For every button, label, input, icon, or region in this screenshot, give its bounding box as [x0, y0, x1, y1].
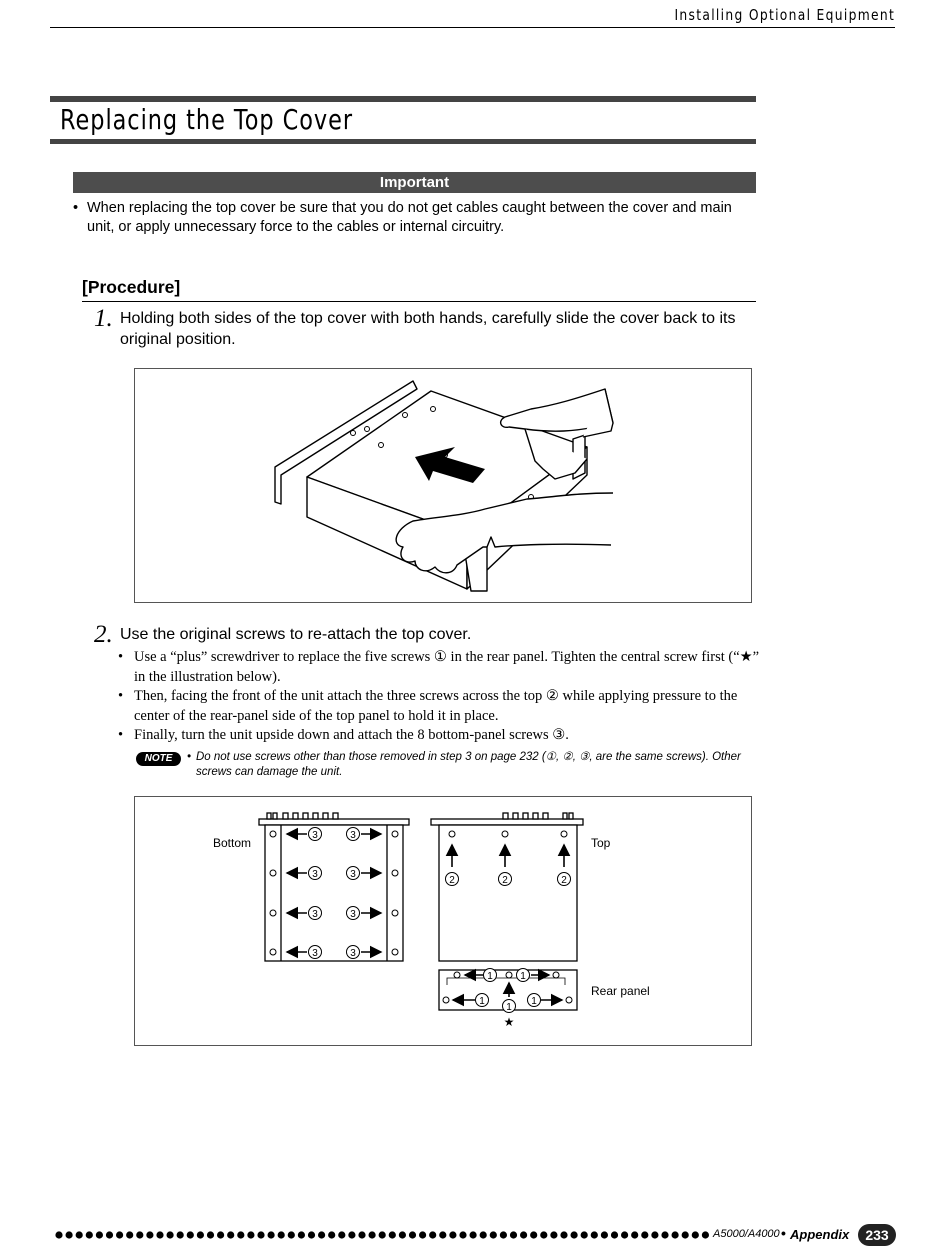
header-rule	[50, 27, 895, 28]
footer-dot	[288, 1231, 295, 1238]
step-number: 1.	[94, 305, 113, 332]
footer-dot	[480, 1231, 487, 1238]
screw-3-label: 3	[350, 830, 356, 841]
list-item-text: Finally, turn the unit upside down and attach the 8 bottom-panel screws ③.	[134, 727, 569, 743]
footer-dot	[328, 1231, 335, 1238]
footer-dot	[76, 1231, 83, 1238]
footer-dot	[490, 1231, 497, 1238]
screw-3-label: 3	[312, 830, 318, 841]
procedure-rule	[82, 301, 756, 302]
footer-dot	[399, 1231, 406, 1238]
step-2	[94, 621, 759, 648]
cover-slide-illustration	[134, 368, 752, 603]
footer-dot	[358, 1231, 365, 1238]
footer-dot	[247, 1231, 254, 1238]
screw-1-label: 1	[520, 971, 526, 982]
screw-3-label: 3	[312, 869, 318, 880]
footer-separator: •	[781, 1225, 786, 1241]
important-heading: Important	[73, 172, 756, 193]
footer-dot	[520, 1231, 527, 1238]
screw-1-label: 1	[487, 971, 493, 982]
footer-dot	[369, 1231, 376, 1238]
screw-1-label: 1	[479, 996, 485, 1007]
list-item-text: Then, facing the front of the unit attach the three screws across the top ② while applying pressure to the center of the rear-panel side of the top panel to hold it in place.	[134, 688, 738, 724]
title-bottom-bar	[50, 139, 756, 144]
list-item	[118, 648, 763, 687]
footer-dot-rule	[55, 1229, 710, 1241]
footer-dot	[66, 1231, 73, 1238]
label-bottom: Bottom	[213, 836, 252, 850]
step-2-bullets	[118, 648, 763, 746]
footer-dot	[702, 1231, 709, 1238]
step-text: Use the original screws to re-attach the top cover.	[120, 626, 472, 643]
procedure-heading: [Procedure]	[82, 277, 181, 297]
screw-1-label: 1	[531, 996, 537, 1007]
footer-dot	[217, 1231, 224, 1238]
footer-dot	[96, 1231, 103, 1238]
footer-dot	[672, 1231, 679, 1238]
screw-3-label: 3	[312, 948, 318, 959]
step-number: 2.	[94, 621, 113, 648]
footer-dot	[429, 1231, 436, 1238]
list-item	[118, 687, 763, 726]
list-item	[118, 726, 763, 746]
running-header: Installing Optional Equipment	[674, 6, 895, 24]
important-bullet	[73, 199, 763, 236]
page-number: 233	[858, 1224, 896, 1246]
cover-slide-drawing	[135, 369, 751, 602]
footer-dot	[126, 1231, 133, 1238]
footer-dot	[409, 1231, 416, 1238]
footer-dot	[470, 1231, 477, 1238]
note-text: Do not use screws other than those removed in step 3 on page 232 (①, ②, ③, are the same screws). Other screws can damage the unit.	[196, 751, 741, 778]
footer-dot	[540, 1231, 547, 1238]
footer-dot	[571, 1231, 578, 1238]
title-top-bar	[50, 96, 756, 102]
footer-dot	[621, 1231, 628, 1238]
footer-section: Appendix	[790, 1227, 850, 1242]
footer-dot	[338, 1231, 345, 1238]
footer-dot	[459, 1231, 466, 1238]
screw-2-label: 2	[561, 875, 567, 886]
footer-dot	[661, 1231, 668, 1238]
screw-1-label: 1	[506, 1002, 512, 1013]
list-item-text: Use a “plus” screwdriver to replace the five screws ① in the rear panel. Tighten the central screw first (“★” in the illustration below).	[134, 649, 760, 685]
footer-dot	[500, 1231, 507, 1238]
bullet-dot: •	[187, 751, 192, 763]
footer-dot	[278, 1231, 285, 1238]
footer-dot	[55, 1231, 62, 1238]
step-text: Holding both sides of the top cover with both hands, carefully slide the cover back to its original position.	[120, 310, 736, 348]
bullet-dot: •	[118, 649, 124, 665]
footer-dot	[510, 1231, 517, 1238]
footer-dot	[550, 1231, 557, 1238]
screw-2-label: 2	[502, 875, 508, 886]
note-badge: NOTE	[136, 752, 181, 766]
screw-3-label: 3	[312, 909, 318, 920]
footer-dot	[308, 1231, 315, 1238]
footer-dot	[449, 1231, 456, 1238]
page-title: Replacing the Top Cover	[60, 103, 354, 136]
label-rear-panel: Rear panel	[591, 984, 650, 998]
footer-dot	[379, 1231, 386, 1238]
footer-model: A5000/A4000	[713, 1228, 780, 1240]
footer-dot	[611, 1231, 618, 1238]
footer-dot	[348, 1231, 355, 1238]
footer-dot	[601, 1231, 608, 1238]
footer-dot	[136, 1231, 143, 1238]
footer-dot	[146, 1231, 153, 1238]
bullet-dot: •	[73, 200, 79, 216]
footer-dot	[560, 1231, 567, 1238]
note-content	[187, 750, 761, 780]
footer-dot	[692, 1231, 699, 1238]
footer-dot	[591, 1231, 598, 1238]
screw-3-label: 3	[350, 909, 356, 920]
footer-dot	[298, 1231, 305, 1238]
footer-dot	[651, 1231, 658, 1238]
footer-dot	[268, 1231, 275, 1238]
footer-dot	[419, 1231, 426, 1238]
footer-dot	[207, 1231, 214, 1238]
footer-dot	[197, 1231, 204, 1238]
screw-diagram-drawing	[135, 797, 751, 1045]
step-1	[94, 305, 759, 350]
footer-dot	[318, 1231, 325, 1238]
footer-dot	[682, 1231, 689, 1238]
screw-3-label: 3	[350, 869, 356, 880]
screw-2-label: 2	[449, 875, 455, 886]
bullet-dot: •	[118, 727, 124, 743]
bottom-view	[259, 813, 409, 961]
footer-dot	[439, 1231, 446, 1238]
footer-dot	[177, 1231, 184, 1238]
footer-dot	[389, 1231, 396, 1238]
important-text: When replacing the top cover be sure that you do not get cables caught between the cover and main unit, or apply unnecessary force to the cables or internal circuitry.	[87, 200, 732, 235]
footer-dot	[631, 1231, 638, 1238]
footer-dot	[581, 1231, 588, 1238]
footer-dot	[156, 1231, 163, 1238]
screw-diagram	[134, 796, 752, 1046]
footer-dot	[116, 1231, 123, 1238]
bullet-dot: •	[118, 688, 124, 704]
page-footer	[55, 1224, 895, 1246]
footer-dot	[237, 1231, 244, 1238]
note-block	[136, 750, 761, 780]
footer-dot	[106, 1231, 113, 1238]
star-icon: ★	[503, 1015, 515, 1029]
footer-dot	[187, 1231, 194, 1238]
footer-dot	[641, 1231, 648, 1238]
footer-dot	[530, 1231, 537, 1238]
footer-dot	[257, 1231, 264, 1238]
label-top: Top	[591, 836, 611, 850]
screw-3-label: 3	[350, 948, 356, 959]
footer-dot	[167, 1231, 174, 1238]
footer-dot	[86, 1231, 93, 1238]
footer-dot	[227, 1231, 234, 1238]
